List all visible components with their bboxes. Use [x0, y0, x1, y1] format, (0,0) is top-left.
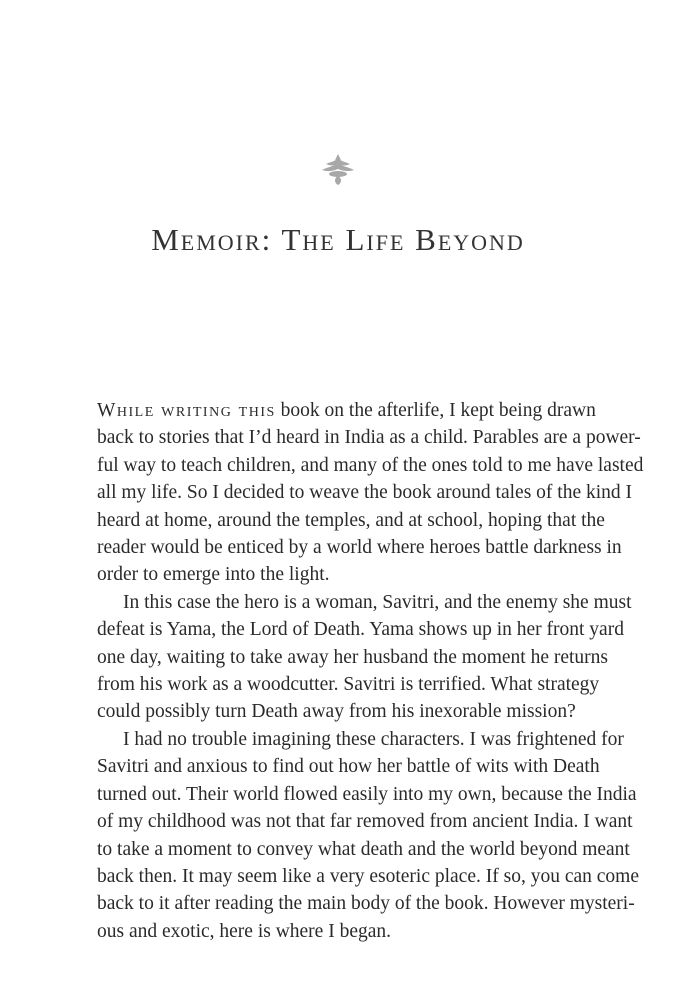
text-line: reader would be enticed by a world where heroes battle darkness in: [97, 537, 622, 559]
text-line: heard at home, around the temples, and at school, hoping that the: [97, 509, 605, 531]
text-line: ous and exotic, here is where I began.: [97, 920, 392, 942]
text-line: turned out. Their world flowed easily into my own, because the India: [97, 783, 637, 805]
text-line: [97, 397, 596, 424]
text-line: of my childhood was not that far removed from ancient India. I want: [97, 811, 633, 833]
text-line: to take a moment to convey what death and the world beyond meant: [97, 838, 630, 860]
fleuron-ornament-icon: [318, 150, 358, 190]
lead-in-small-caps: While writing this: [97, 400, 276, 421]
text-line: one day, waiting to take away her husband the moment he returns: [97, 646, 608, 668]
text-line: from his work as a woodcutter. Savitri is terrified. What strategy: [97, 674, 600, 696]
text-line: order to emerge into the light.: [97, 564, 330, 586]
text-line: could possibly turn Death away from his inexorable mission?: [97, 701, 576, 723]
text-line: Savitri and anxious to find out how her battle of wits with Death: [97, 756, 600, 778]
text-line: all my life. So I decided to weave the book around tales of the kind I: [97, 482, 633, 504]
chapter-title: Memoir: The Life Beyond: [151, 222, 525, 257]
text-line: back to stories that I’d heard in India as a child. Parables are a power-: [97, 427, 641, 449]
text-line: defeat is Yama, the Lord of Death. Yama shows up in her front yard: [97, 619, 624, 641]
text-line: back then. It may seem like a very esoteric place. If so, you can come: [97, 865, 639, 887]
text-line: I had no trouble imagining these characters. I was frightened for: [123, 728, 624, 750]
body-text: [97, 397, 644, 945]
text-line: ful way to teach children, and many of the ones told to me have lasted: [97, 454, 644, 476]
text-line: In this case the hero is a woman, Savitri, and the enemy she must: [123, 591, 632, 613]
text-fragment: book on the afterlife, I kept being drawn: [275, 400, 596, 421]
text-line: back to it after reading the main body of the book. However mysteri-: [97, 893, 635, 915]
